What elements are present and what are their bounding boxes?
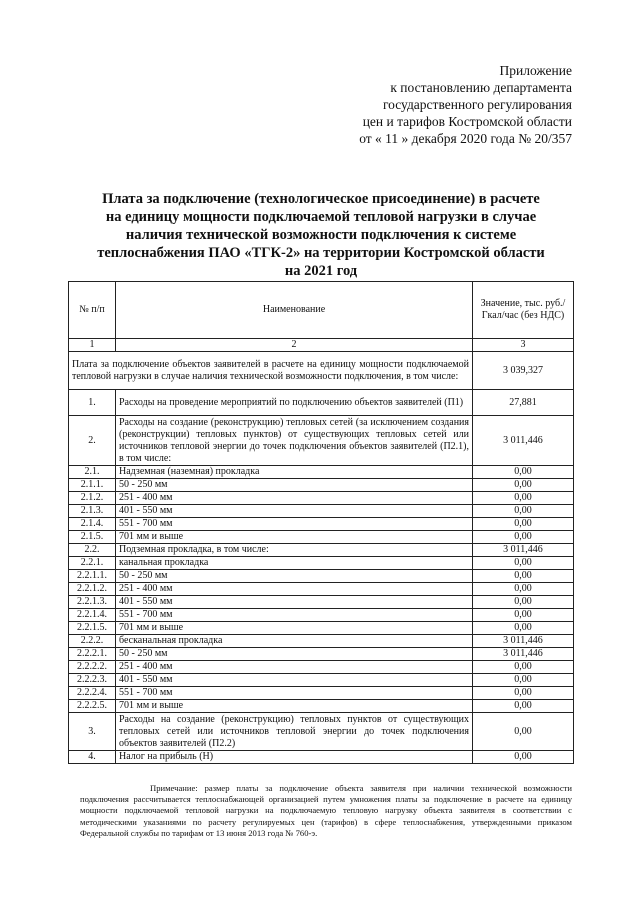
title-line-1: Плата за подключение (технологическое присоединение) в расчете bbox=[102, 191, 540, 207]
row-number: 2.2.2.3. bbox=[69, 674, 116, 687]
table-row bbox=[69, 635, 574, 648]
row-name: Подземная прокладка, в том числе: bbox=[116, 544, 473, 557]
row-name: бесканальная прокладка bbox=[116, 635, 473, 648]
summary-name: Плата за подключение объектов заявителей в расчете на единицу мощности подключаемой тепловой нагрузки в случае наличия технической возможности подключения, в том числе: bbox=[69, 352, 473, 390]
row-name: 401 - 550 мм bbox=[116, 505, 473, 518]
table-row bbox=[69, 505, 574, 518]
row-value: 3 011,446 bbox=[473, 544, 574, 557]
row-value: 0,00 bbox=[473, 700, 574, 713]
row-value: 0,00 bbox=[473, 751, 574, 764]
row-number: 2.1.5. bbox=[69, 531, 116, 544]
row-name: канальная прокладка bbox=[116, 557, 473, 570]
row-number: 2.2.1.1. bbox=[69, 570, 116, 583]
appendix-line-5: от « 11 » декабря 2020 года № 20/357 bbox=[359, 131, 572, 146]
row-name: 401 - 550 мм bbox=[116, 596, 473, 609]
row-value: 0,00 bbox=[473, 713, 574, 751]
table-row bbox=[69, 700, 574, 713]
row-number: 2.2.2.5. bbox=[69, 700, 116, 713]
row-name: 50 - 250 мм bbox=[116, 648, 473, 661]
row-number: 4. bbox=[69, 751, 116, 764]
table-row bbox=[69, 622, 574, 635]
table-row bbox=[69, 479, 574, 492]
row-value: 0,00 bbox=[473, 661, 574, 674]
row-number: 2.2.1.5. bbox=[69, 622, 116, 635]
row-value: 0,00 bbox=[473, 687, 574, 700]
row-name: Надземная (наземная) прокладка bbox=[116, 466, 473, 479]
appendix-header bbox=[250, 62, 572, 147]
row-value: 0,00 bbox=[473, 674, 574, 687]
row-name: Расходы на создание (реконструкцию) тепловых пунктов от существующих тепловых сетей или источников тепловой энергии до точек подключения объектов заявителей (П2.2) bbox=[116, 713, 473, 751]
row-number: 2.2.1.4. bbox=[69, 609, 116, 622]
table-row bbox=[69, 751, 574, 764]
row-value: 0,00 bbox=[473, 583, 574, 596]
appendix-line-1: Приложение bbox=[499, 63, 572, 78]
row-name: 701 мм и выше bbox=[116, 531, 473, 544]
row-number: 3. bbox=[69, 713, 116, 751]
table-row bbox=[69, 531, 574, 544]
row-value: 3 011,446 bbox=[473, 416, 574, 466]
row-name: 701 мм и выше bbox=[116, 622, 473, 635]
table-row bbox=[69, 713, 574, 751]
row-value: 0,00 bbox=[473, 505, 574, 518]
row-name: 551 - 700 мм bbox=[116, 687, 473, 700]
row-number: 2.2.1. bbox=[69, 557, 116, 570]
summary-value: 3 039,327 bbox=[473, 352, 574, 390]
row-number: 2.1.1. bbox=[69, 479, 116, 492]
row-name: 251 - 400 мм bbox=[116, 661, 473, 674]
header-value: Значение, тыс. руб./Гкал/час (без НДС) bbox=[473, 282, 574, 339]
column-number-1: 1 bbox=[69, 339, 116, 352]
table-row bbox=[69, 557, 574, 570]
header-name: Наименование bbox=[116, 282, 473, 339]
table-row bbox=[69, 583, 574, 596]
column-number-row bbox=[69, 339, 574, 352]
table-header-row bbox=[69, 282, 574, 339]
row-value: 0,00 bbox=[473, 531, 574, 544]
table-row bbox=[69, 466, 574, 479]
table-row bbox=[69, 596, 574, 609]
table-row bbox=[69, 661, 574, 674]
row-number: 2.2.2. bbox=[69, 635, 116, 648]
row-value: 0,00 bbox=[473, 622, 574, 635]
table-row bbox=[69, 570, 574, 583]
table-row bbox=[69, 674, 574, 687]
row-name: 401 - 550 мм bbox=[116, 674, 473, 687]
row-number: 2.1.3. bbox=[69, 505, 116, 518]
table-row bbox=[69, 390, 574, 416]
row-value: 0,00 bbox=[473, 466, 574, 479]
column-number-3: 3 bbox=[473, 339, 574, 352]
row-name: 251 - 400 мм bbox=[116, 583, 473, 596]
row-number: 2.2.2.1. bbox=[69, 648, 116, 661]
row-value: 3 011,446 bbox=[473, 635, 574, 648]
row-number: 2.2. bbox=[69, 544, 116, 557]
summary-row bbox=[69, 352, 574, 390]
title-line-3: наличия технической возможности подключения к системе bbox=[125, 227, 517, 243]
title-line-4: теплоснабжения ПАО «ТГК-2» на территории Костромской области bbox=[97, 245, 545, 261]
appendix-line-4: цен и тарифов Костромской области bbox=[362, 114, 572, 129]
row-number: 1. bbox=[69, 390, 116, 416]
row-value: 27,881 bbox=[473, 390, 574, 416]
title-line-2: на единицу мощности подключаемой тепловой нагрузки в случае bbox=[105, 209, 537, 225]
table-row bbox=[69, 609, 574, 622]
appendix-line-3: государственного регулирования bbox=[382, 97, 572, 112]
row-value: 0,00 bbox=[473, 570, 574, 583]
row-value: 3 011,446 bbox=[473, 648, 574, 661]
table-row bbox=[69, 544, 574, 557]
table-row bbox=[69, 518, 574, 531]
row-value: 0,00 bbox=[473, 479, 574, 492]
row-value: 0,00 bbox=[473, 609, 574, 622]
row-number: 2.2.1.3. bbox=[69, 596, 116, 609]
table-row bbox=[69, 416, 574, 466]
row-name: Расходы на проведение мероприятий по подключению объектов заявителей (П1) bbox=[116, 390, 473, 416]
row-name: 50 - 250 мм bbox=[116, 570, 473, 583]
row-name: 551 - 700 мм bbox=[116, 518, 473, 531]
row-name: 50 - 250 мм bbox=[116, 479, 473, 492]
table-row bbox=[69, 687, 574, 700]
row-value: 0,00 bbox=[473, 596, 574, 609]
table-row bbox=[69, 648, 574, 661]
tariff-table bbox=[68, 281, 574, 764]
row-value: 0,00 bbox=[473, 557, 574, 570]
row-number: 2.2.2.4. bbox=[69, 687, 116, 700]
row-number: 2.1.4. bbox=[69, 518, 116, 531]
row-name: 701 мм и выше bbox=[116, 700, 473, 713]
column-number-2: 2 bbox=[116, 339, 473, 352]
row-value: 0,00 bbox=[473, 518, 574, 531]
row-number: 2.1. bbox=[69, 466, 116, 479]
row-value: 0,00 bbox=[473, 492, 574, 505]
title-line-5: на 2021 год bbox=[284, 263, 358, 279]
header-num: № п/п bbox=[69, 282, 116, 339]
row-number: 2. bbox=[69, 416, 116, 466]
table-row bbox=[69, 492, 574, 505]
row-name: Расходы на создание (реконструкцию) тепловых сетей (за исключением создания (реконструкции) тепловых пунктов) от существующих тепловых сетей или источников тепловой энергии до точек подключения объектов заявителей (П2.1), в том числе: bbox=[116, 416, 473, 466]
row-name: 551 - 700 мм bbox=[116, 609, 473, 622]
row-number: 2.2.2.2. bbox=[69, 661, 116, 674]
appendix-line-2: к постановлению департамента bbox=[390, 80, 572, 95]
row-number: 2.1.2. bbox=[69, 492, 116, 505]
footnote: Примечание: размер платы за подключение объекта заявителя при наличии технической возможности подключения рассчитывается теплоснабжающей организацией путем умножения платы за подключение в расчете на единицу мощности подключаемой тепловой нагрузки на подключаемую тепловую нагрузку объекта заявителя в соответствии с методическими указаниями по расчету регулируемых цен (тарифов) в сфере теплоснабжения, утвержденными приказом Федеральной службы по тарифам от 13 июня 2013 года № 760-э. bbox=[80, 783, 572, 838]
document-title bbox=[80, 190, 562, 280]
row-name: Налог на прибыль (Н) bbox=[116, 751, 473, 764]
row-number: 2.2.1.2. bbox=[69, 583, 116, 596]
row-name: 251 - 400 мм bbox=[116, 492, 473, 505]
